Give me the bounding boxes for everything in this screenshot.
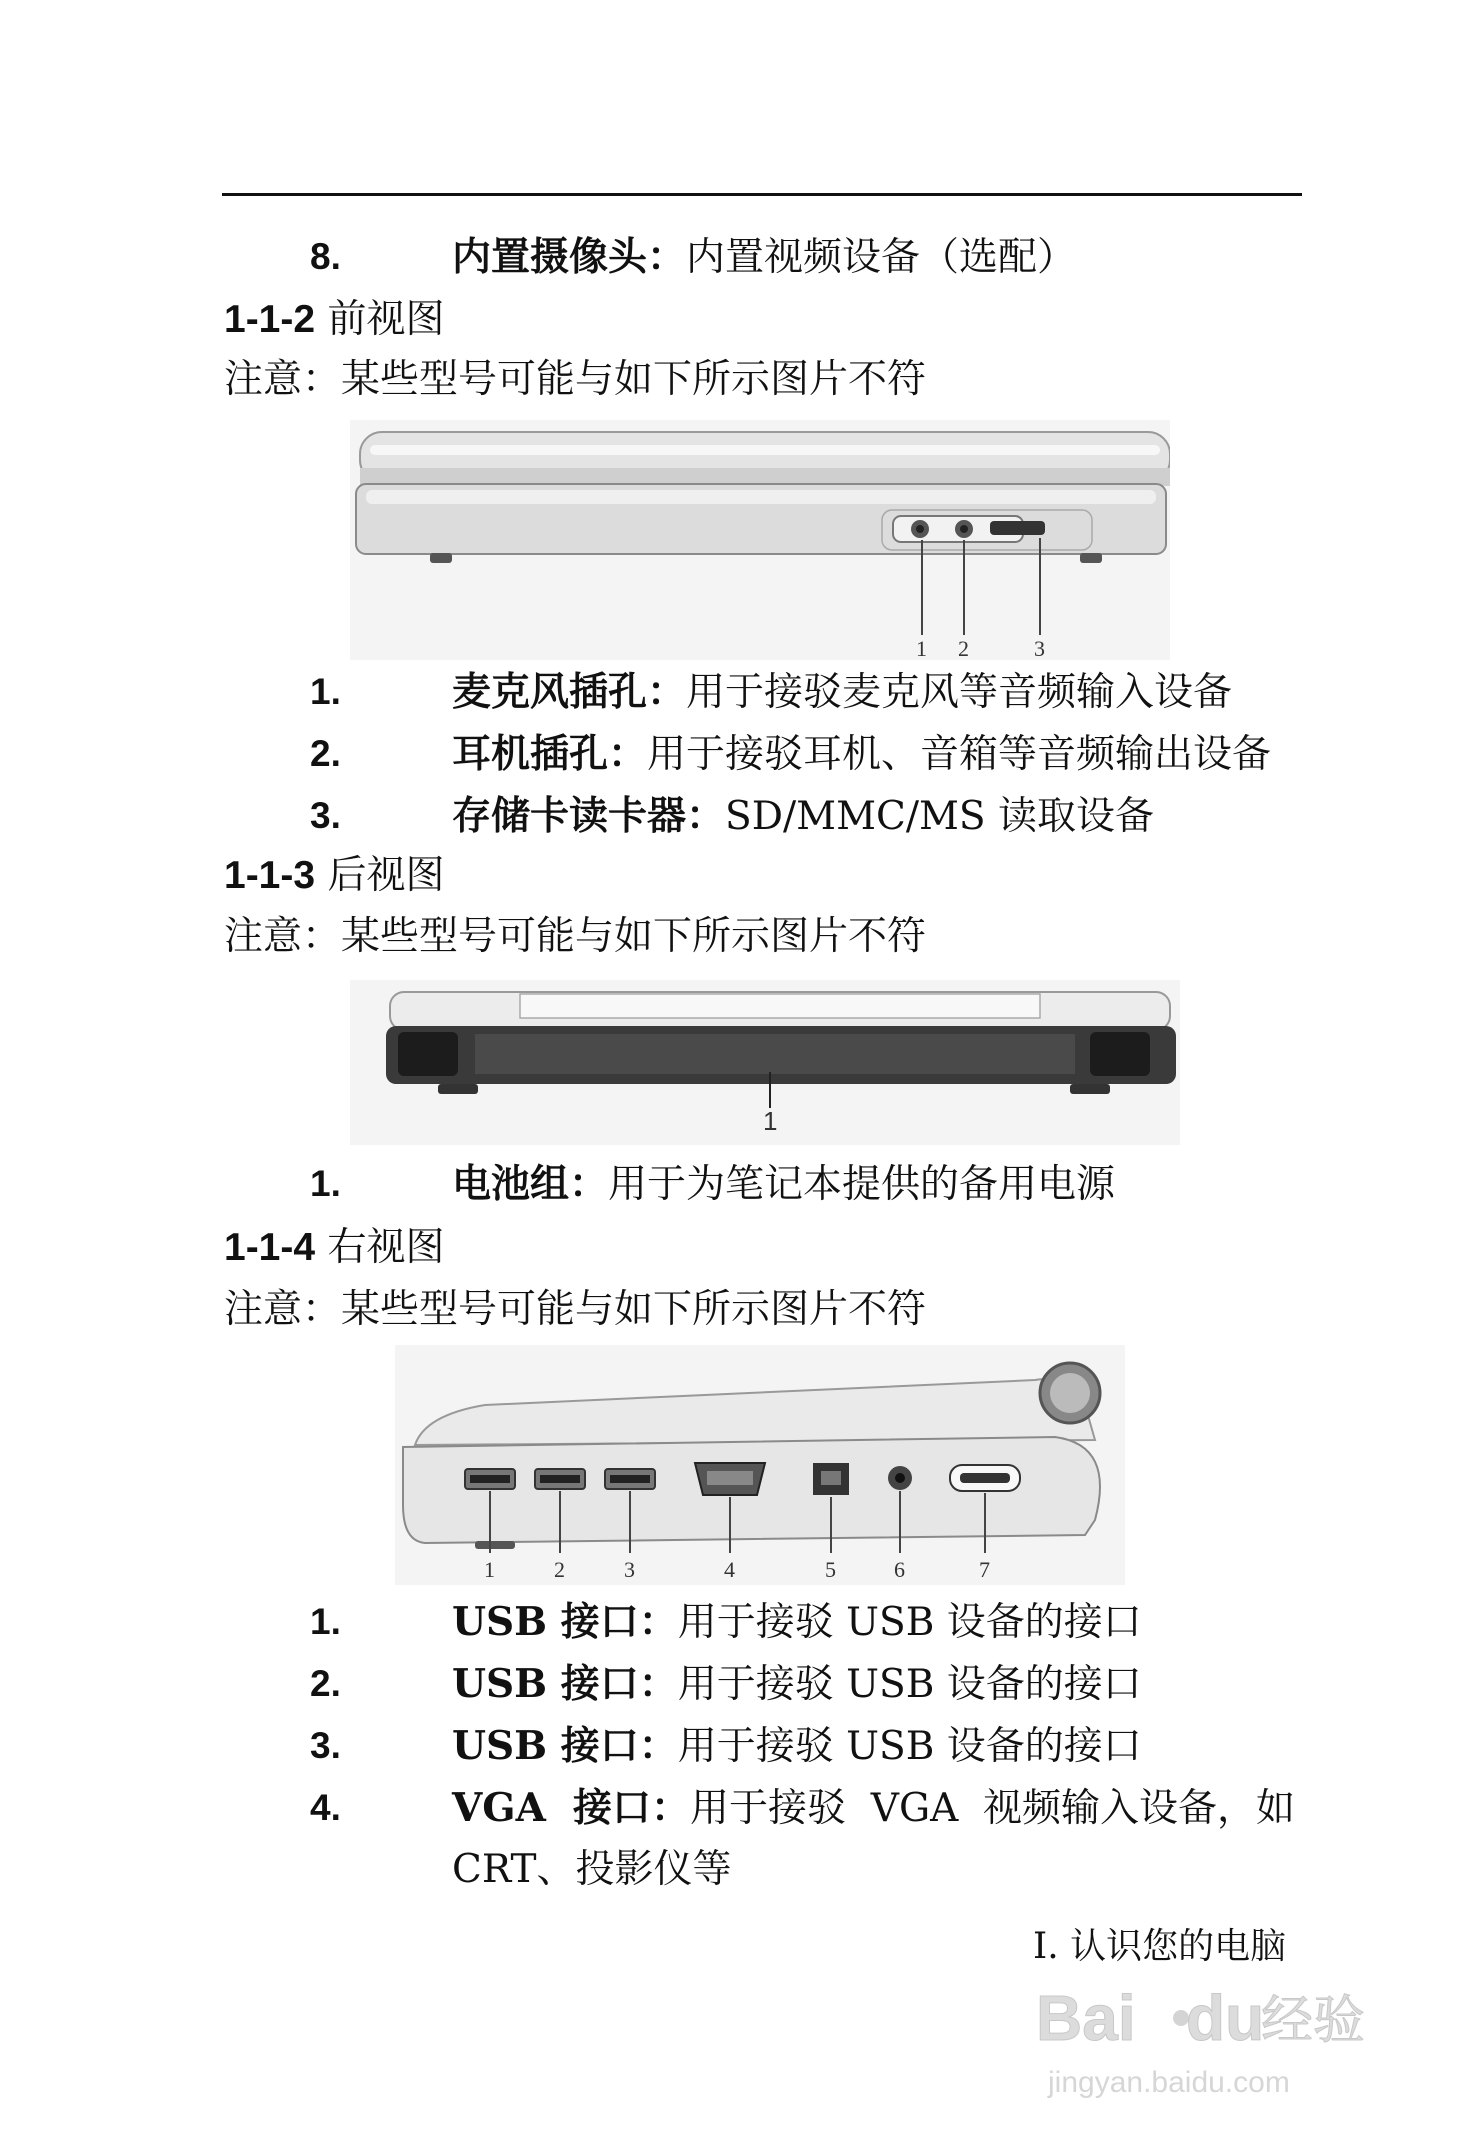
item-text: 用于接驳 USB 设备的接口 bbox=[677, 1724, 1142, 1769]
item-description bbox=[452, 792, 1154, 841]
item-text: 用于为笔记本提供的备用电源 bbox=[608, 1162, 1116, 1207]
callout-label: 2 bbox=[554, 1557, 565, 1582]
item-number: 1. bbox=[310, 1601, 341, 1642]
note-text: 注意：某些型号可能与如下所示图片不符 bbox=[224, 1287, 927, 1332]
rear-view-image bbox=[350, 980, 1180, 1145]
callout-label: 7 bbox=[979, 1557, 990, 1582]
section-heading bbox=[224, 296, 444, 344]
item-number: 1. bbox=[310, 671, 341, 712]
item-text: 用于接驳麦克风等音频输入设备 bbox=[686, 670, 1233, 715]
callout-label: 6 bbox=[894, 1557, 905, 1582]
callout-label: 1 bbox=[916, 636, 927, 660]
callout-label: 1 bbox=[763, 1106, 778, 1136]
item-number: 3. bbox=[310, 1725, 341, 1766]
note-text: 注意：某些型号可能与如下所示图片不符 bbox=[224, 357, 927, 402]
callout-label: 4 bbox=[724, 1557, 735, 1582]
page-footer: I. 认识您的电脑 bbox=[1033, 1926, 1287, 1967]
item-description bbox=[452, 233, 1076, 282]
item-term: VGA 接口： bbox=[452, 1785, 690, 1831]
item-description bbox=[452, 668, 1232, 717]
baidu-watermark-logo bbox=[1036, 1960, 1376, 2110]
item-description bbox=[452, 1160, 1115, 1209]
item-term: 电池组： bbox=[452, 1161, 609, 1207]
callout-label: 3 bbox=[1034, 636, 1045, 660]
item-term: USB 接口： bbox=[452, 1599, 678, 1645]
callout-label: 1 bbox=[484, 1557, 495, 1582]
item-description bbox=[452, 1660, 1142, 1709]
heading-code: 1-1-2 bbox=[224, 298, 316, 341]
heading-code: 1-1-4 bbox=[224, 1226, 316, 1269]
front-view-image bbox=[350, 420, 1170, 660]
item-description bbox=[452, 730, 1271, 779]
callout-label: 3 bbox=[624, 1557, 635, 1582]
item-text: 用于接驳 VGA 视频输入设备，如 bbox=[689, 1786, 1296, 1831]
item-text-continued: CRT、投影仪等 bbox=[452, 1847, 732, 1892]
watermark-brand: Bai bbox=[1036, 1982, 1136, 2054]
watermark-url: jingyan.baidu.com bbox=[1048, 2066, 1290, 2099]
heading-text: 前视图 bbox=[327, 297, 445, 342]
heading-text: 右视图 bbox=[327, 1225, 445, 1270]
item-term: 麦克风插孔： bbox=[452, 669, 687, 715]
item-term: USB 接口： bbox=[452, 1661, 678, 1707]
heading-text: 后视图 bbox=[327, 853, 445, 898]
item-term: 耳机插孔： bbox=[452, 731, 648, 777]
item-description bbox=[452, 1784, 1295, 1833]
heading-code: 1-1-3 bbox=[224, 854, 316, 897]
item-number: 1. bbox=[310, 1163, 341, 1204]
right-view-image bbox=[395, 1345, 1125, 1585]
note-text: 注意：某些型号可能与如下所示图片不符 bbox=[224, 914, 927, 959]
item-term: 内置摄像头： bbox=[452, 234, 687, 280]
item-text: SD/MMC/MS 读取设备 bbox=[725, 794, 1155, 839]
item-number: 4. bbox=[310, 1787, 341, 1828]
item-number: 2. bbox=[310, 733, 341, 774]
item-text: 用于接驳 USB 设备的接口 bbox=[677, 1662, 1142, 1707]
section-heading bbox=[224, 852, 444, 900]
item-number: 2. bbox=[310, 1663, 341, 1704]
item-description bbox=[452, 1722, 1142, 1771]
item-text: 用于接驳耳机、音箱等音频输出设备 bbox=[647, 732, 1272, 777]
item-text: 内置视频设备（选配） bbox=[686, 235, 1077, 280]
item-text: 用于接驳 USB 设备的接口 bbox=[677, 1600, 1142, 1645]
watermark-brand2: du bbox=[1186, 1982, 1265, 2054]
callout-label: 2 bbox=[958, 636, 969, 660]
item-number: 3. bbox=[310, 795, 341, 836]
item-description bbox=[452, 1598, 1142, 1647]
header-rule bbox=[222, 193, 1302, 196]
callout-label: 5 bbox=[825, 1557, 836, 1582]
item-number: 8. bbox=[310, 236, 341, 277]
item-term: USB 接口： bbox=[452, 1723, 678, 1769]
item-term: 存储卡读卡器： bbox=[452, 793, 726, 839]
watermark-suffix: 经验 bbox=[1261, 1991, 1366, 2051]
section-heading bbox=[224, 1224, 444, 1272]
